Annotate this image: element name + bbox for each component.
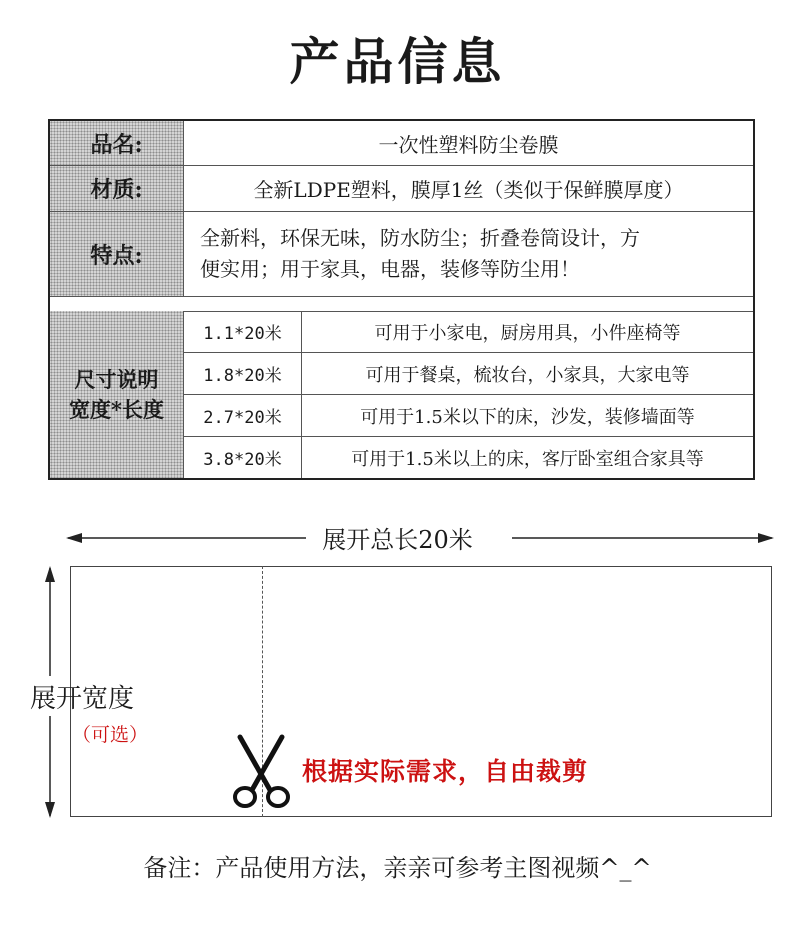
name-label: 品名: <box>50 121 184 166</box>
length-label-text: 展开总长20米 <box>322 526 473 554</box>
size-use: 可用于1.5米以下的床，沙发，装修墙面等 <box>302 395 753 437</box>
feature-label: 特点: <box>50 212 184 297</box>
size-label <box>50 311 184 478</box>
cut-line <box>262 566 263 817</box>
length-label <box>0 520 795 555</box>
material-value: 全新LDPE塑料，膜厚1丝（类似于保鲜膜厚度） <box>184 166 753 212</box>
optional-label: （可选） <box>72 724 149 746</box>
size-dim: 1.1*20米 <box>184 311 302 353</box>
size-label-line-1: 尺寸说明 <box>74 366 159 392</box>
size-use: 可用于1.5米以上的床，客厅卧室组合家具等 <box>351 448 704 470</box>
spec-table <box>48 119 755 480</box>
usage-note: 备注：产品使用方法，亲亲可参考主图视频^_^ <box>143 854 652 882</box>
feature-line-2: 便实用；用于家具，电器，装修等防尘用！ <box>200 257 580 281</box>
size-dim: 3.8*20米 <box>184 437 302 478</box>
name-value: 一次性塑料防尘卷膜 <box>184 121 753 166</box>
size-use: 可用于餐桌，梳妆台，小家具，大家电等 <box>302 353 753 395</box>
page-title: 产品信息 <box>289 32 506 91</box>
size-use: 可用于小家电，厨房用具，小件座椅等 <box>302 311 753 353</box>
size-dim: 1.8*20米 <box>184 353 302 395</box>
size-label-line-2: 宽度*长度 <box>69 396 164 422</box>
feature-line-1: 全新料，环保无味，防水防尘；折叠卷筒设计，方 <box>200 226 640 250</box>
material-label: 材质: <box>50 166 184 212</box>
size-dim: 2.7*20米 <box>184 395 302 437</box>
feature-value <box>184 212 753 297</box>
width-label: 展开宽度 <box>30 684 135 714</box>
cut-note: 根据实际需求，自由裁剪 <box>302 757 589 786</box>
table-divider <box>50 297 753 312</box>
